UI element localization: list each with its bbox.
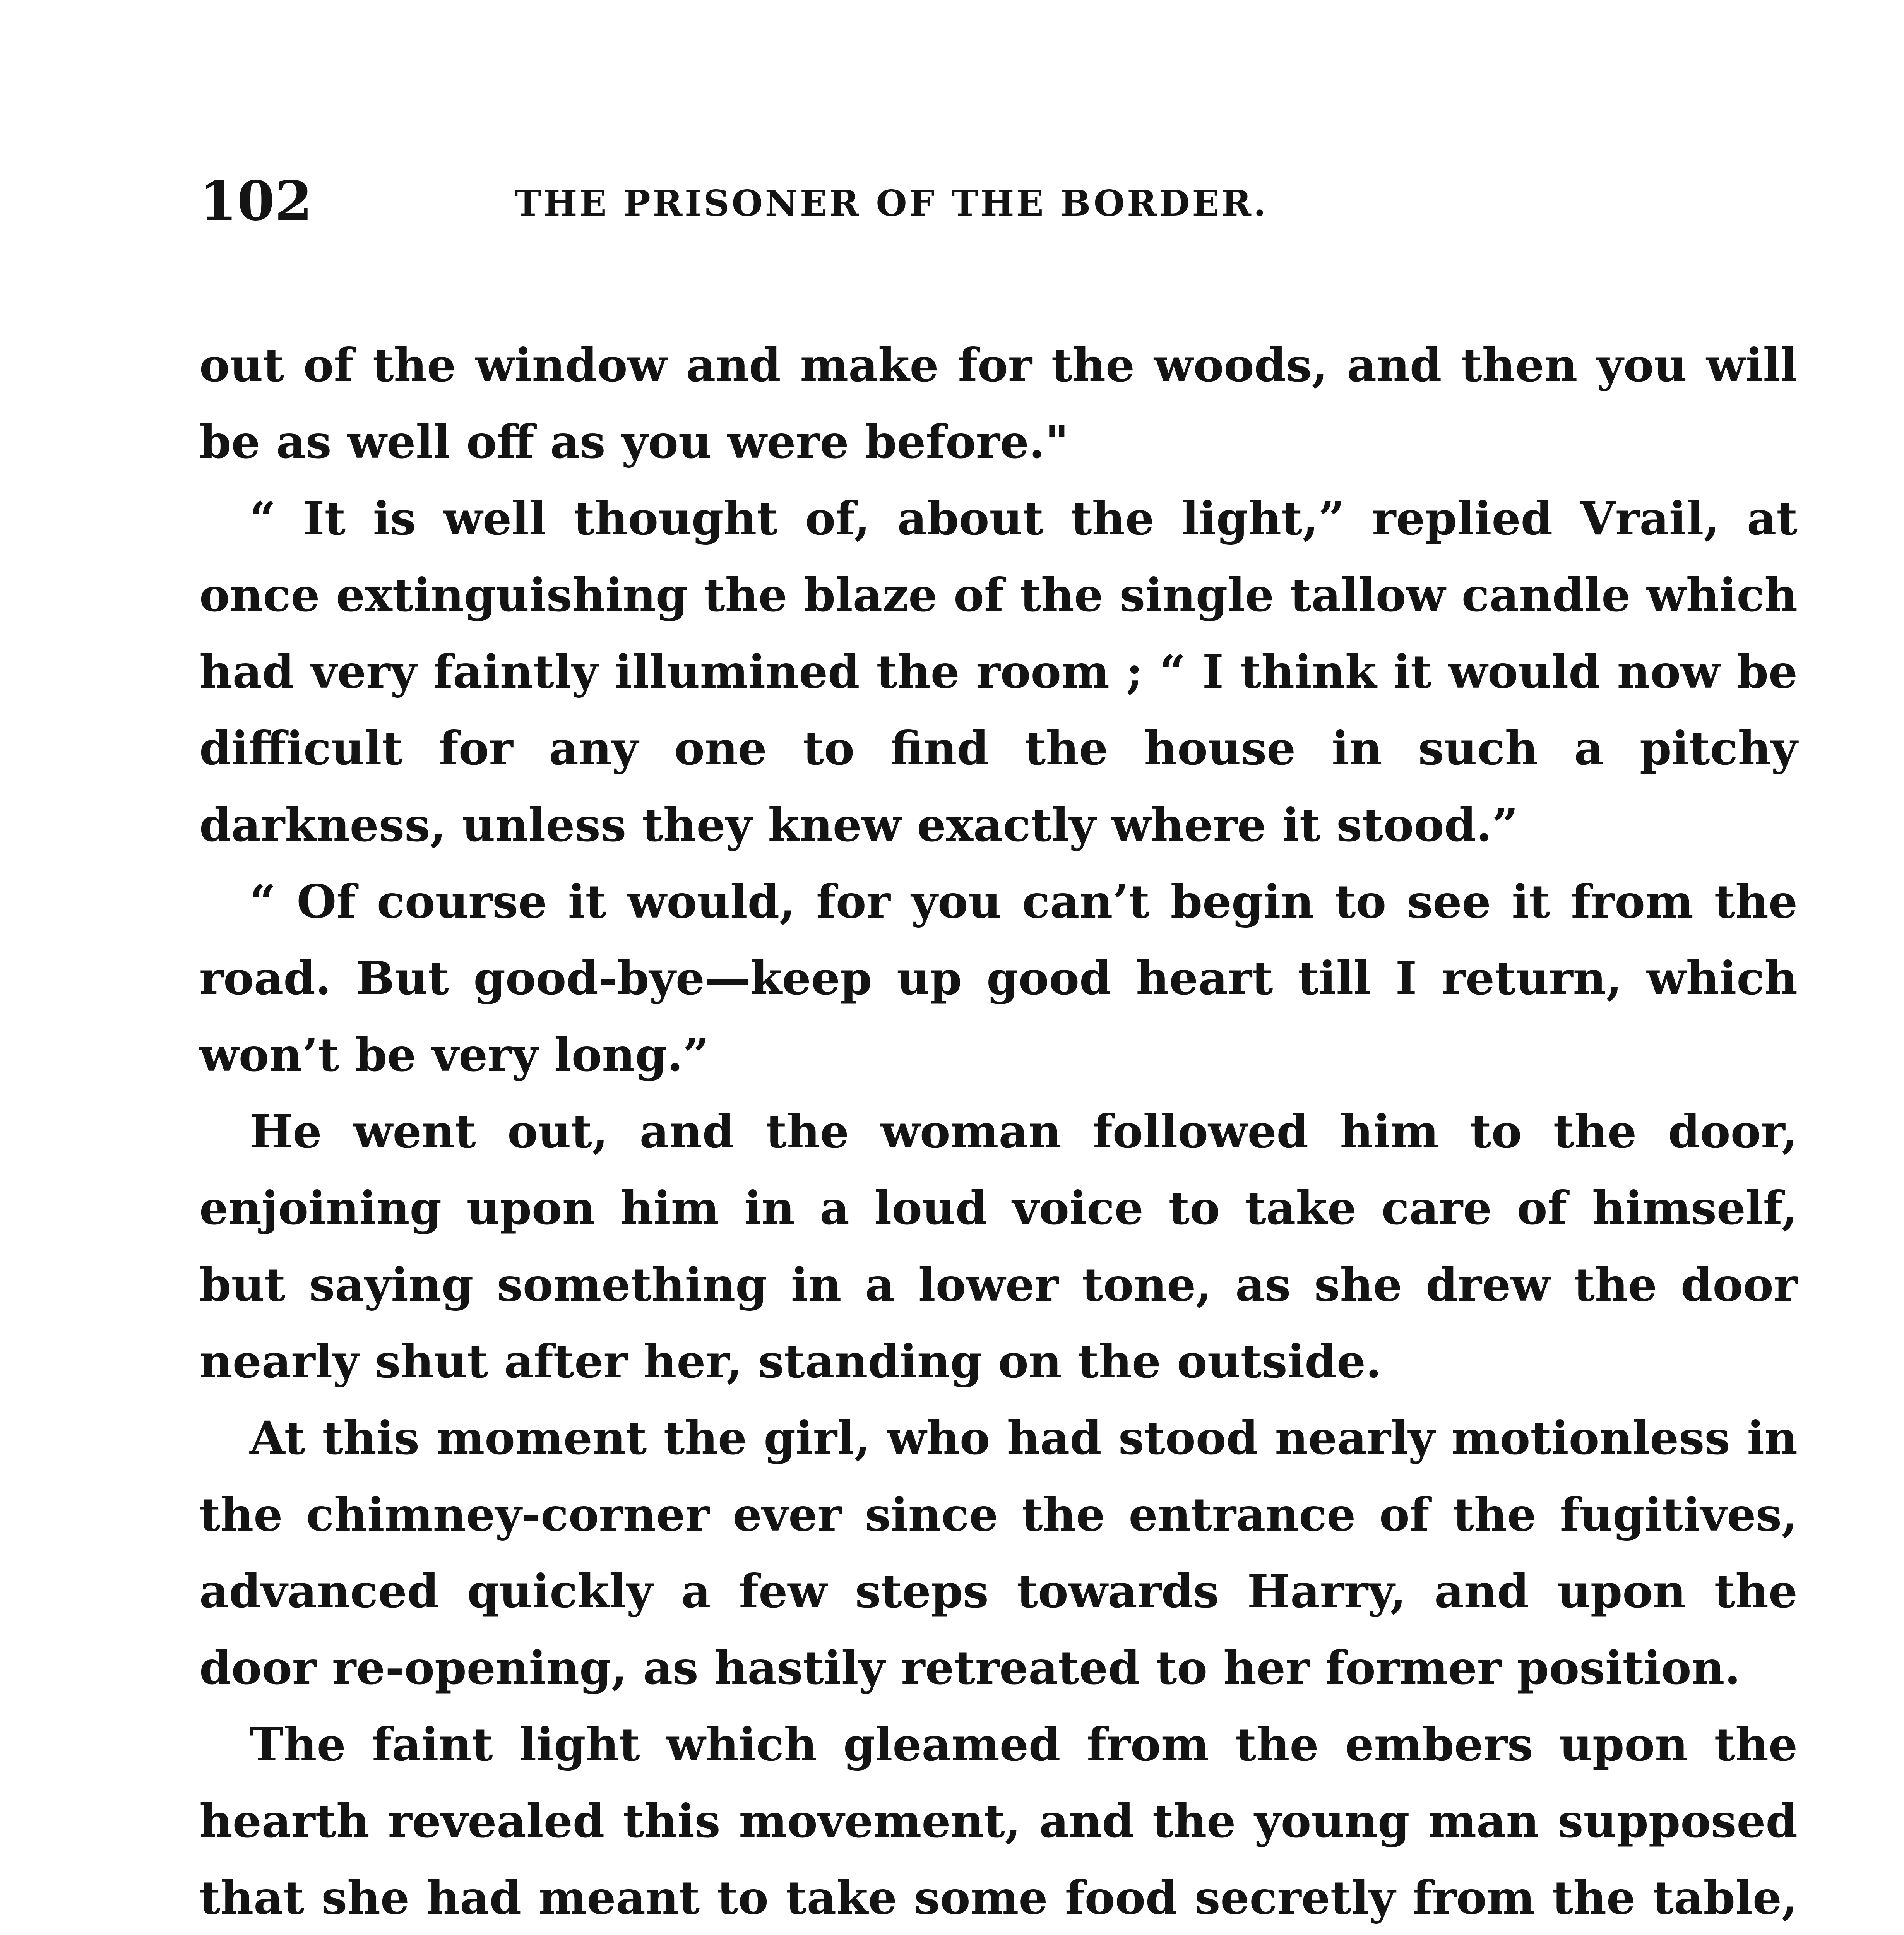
paragraph-2: “ It is well thought of, about the light,” replied Vrail, at once extinguishing the blaze of the single tallow candle which had very faintly illumined the room ; “ I think it would now be difficult for any one to find the house in such a pitchy darkness, unless they knew exactly where it stood.” (199, 491, 1798, 852)
running-title: THE PRISONER OF THE BORDER. (515, 182, 1268, 224)
paragraph-1: out of the window and make for the woods, and then you will be as well off as you were before." (199, 338, 1798, 469)
paragraph-5: At this moment the girl, who had stood nearly motionless in the chimney-corner ever since the entrance of the fugitives, advanced quickly a few steps towards Harry, and upon the door re-opening, as hastily retreated to her former position. (199, 1411, 1798, 1695)
page-header (0, 163, 1904, 240)
body-text (199, 327, 1798, 1935)
paragraph-4: He went out, and the woman followed him to the door, enjoining upon him in a loud voice to take care of himself, but saying something in a lower tone, as she drew the door nearly shut after her, standing on the outside. (199, 1104, 1798, 1388)
page-number: 102 (199, 170, 313, 233)
paragraph-3: “ Of course it would, for you can’t begin to see it from the road. But good-bye—keep up good heart till I return, which won’t be very long.” (199, 875, 1798, 1082)
paragraph-6: The faint light which gleamed from the embers upon the hearth revealed this movement, and the young man supposed that she had meant to take some food secretly from the table, (199, 1718, 1798, 1925)
